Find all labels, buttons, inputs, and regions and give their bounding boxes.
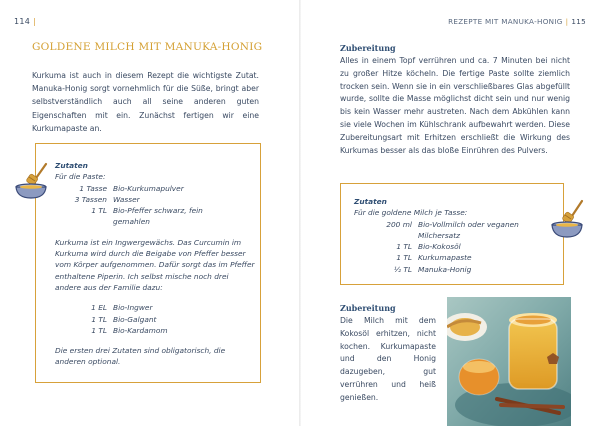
ingredients-heading: Zutaten	[354, 197, 387, 206]
ingredients-paste-content	[55, 160, 255, 368]
ingredient-row: ½ TL Manuka-Honig	[393, 264, 472, 274]
ingredient-row: 1 TL Kurkumapaste	[396, 253, 472, 263]
preparation-text: Alles in einem Topf verrühren und ca. 7 Minuten bei nicht zu großer Hitze köcheln. Die fertige Paste sollte ziemlich trocken sein. Wenn sie in ein verschließbares Glas abgefüllt wurde, sollte die Masse möglichst dicht sein und nur wenig bis kein Wasser mehr austreten. Nach dem Abkühlen kann sie viele Wochen im Kühlschrank aufbewahrt werden. Diese Zubereitungsart mit Erhitzen erschließt die Wirkung des Kurkumas besser als das bloße Einrühren des Pulvers.	[340, 56, 570, 155]
preparation-title: Zubereitung	[340, 43, 396, 53]
page-number-left: 114 |	[14, 17, 37, 26]
honey-dipper-bowl-icon	[15, 161, 49, 203]
preparation-text: Die Milch mit dem Kokosöl erhitzen, nicht kochen. Kurkumapaste und den Honig dazugeben, gut verrühren und heiß genießen.	[340, 316, 436, 402]
preparation-title: Zubereitung	[340, 303, 396, 313]
ingredient-row: 1 TL Bio-Galgant	[91, 314, 157, 324]
running-head: REZEPTE MIT MANUKA-HONIG | 115	[448, 17, 586, 26]
ingredients-subheading: Für die Paste:	[55, 172, 106, 182]
preparation-paste	[340, 43, 570, 157]
ingredients-milk-content	[354, 196, 544, 275]
golden-milk-photo	[447, 297, 571, 426]
intro-paragraph: Kurkuma ist auch in diesem Rezept die wichtigste Zutat. Manuka-Honig sorgt vornehmlich für die Süße, bringt aber selbstverständlich auch all seine anderen guten Eigenschaften mit ein. Zunächst fertigen wir eine Kurkumapaste an.	[32, 71, 259, 133]
recipe-title: GOLDENE MILCH MIT MANUKA-HONIG	[32, 41, 263, 53]
ingredients-note: Kurkuma ist ein Ingwergewächs. Das Curcumin im Kurkuma wird durch die Beigabe von Pfeffer besser vom Körper aufgenommen. Dafür sorgt das im Pfeffer enthaltene Piperin. Ich selbst mische noch drei andere aus der Familie dazu:	[55, 237, 255, 292]
ingredients-footer: Die ersten drei Zutaten sind obligatorisch, die anderen optional.	[55, 346, 226, 367]
ingredient-row: 1 TL Bio-Kokosöl	[396, 242, 461, 252]
ingredient-row: 3 Tassen Wasser	[74, 194, 140, 204]
ingredient-row: 1 Tasse Bio-Kurkumapulver	[79, 183, 184, 193]
honey-dipper-bowl-icon	[551, 198, 585, 242]
ingredients-heading: Zutaten	[55, 161, 88, 170]
preparation-milk	[340, 303, 436, 405]
ingredient-row: 1 TL Bio-Kardamom	[91, 325, 168, 335]
ingredient-row: 200 ml Bio-Vollmilch oder veganen Milchersatz	[386, 219, 519, 240]
ingredients-subheading: Für die goldene Milch je Tasse:	[354, 208, 468, 218]
ingredient-row: 1 EL Bio-Ingwer	[91, 303, 153, 313]
ingredient-row: 1 TL Bio-Pfeffer schwarz, fein gemahlen	[91, 206, 203, 227]
